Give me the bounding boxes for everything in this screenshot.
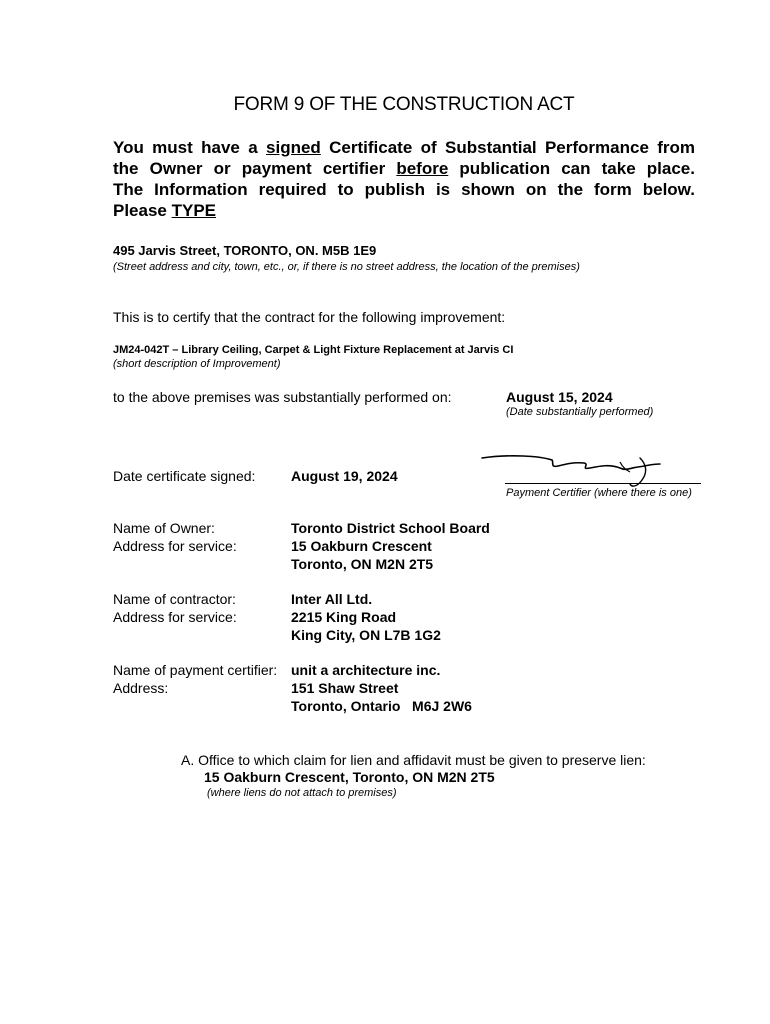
signature-tail [630,458,646,486]
signature-loop [620,462,630,472]
notice-line-1 [113,137,695,158]
owner-name-label: Name of Owner: [113,520,215,536]
office-address: 15 Oakburn Crescent, Toronto, ON M2N 2T5 [204,769,495,785]
notice-paragraph [113,137,695,221]
owner-address-line-1: 15 Oakburn Crescent [291,538,432,554]
contractor-address-line-1: 2215 King Road [291,609,397,625]
certifier-labels [113,661,277,697]
notice-underlined: signed [266,138,321,157]
certifier-values [291,661,472,715]
certifier-address-line-1: 151 Shaw Street [291,680,399,696]
contractor-labels [113,590,237,626]
notice-text: Certificate of Substantial Performance from [320,138,696,157]
signature-caption: Payment Certifier (where there is one) [506,487,692,499]
certifier-address-label: Address: [113,680,169,696]
performed-label: to the above premises was substantially performed on: [113,389,452,405]
contractor-address-label: Address for service: [113,609,237,625]
owner-name: Toronto District School Board [291,520,490,536]
notice-text: the Owner or payment certifier [113,159,397,178]
owner-labels [113,519,237,555]
contractor-name: Inter All Ltd. [291,591,373,607]
notice-underlined: before [396,159,449,178]
performed-caption: (Date substantially performed) [506,406,654,418]
notice-text: publication can take place. [448,159,695,178]
notice-text: Please [113,201,172,220]
certify-text: This is to certify that the contract for the following improvement: [113,309,506,325]
owner-values [291,519,490,573]
signature-stroke [482,456,660,469]
notice-line-4 [113,200,695,221]
office-caption: (where liens do not attach to premises) [207,787,397,799]
premises-caption: (Street address and city, town, etc., or, if there is no street address, the location of the premises) [113,261,580,273]
certifier-address-line-2: Toronto, Ontario M6J 2W6 [291,698,472,714]
signed-date: August 19, 2024 [291,468,398,484]
improvement-caption: (short description of Improvement) [113,358,281,370]
contractor-values [291,590,441,644]
form-title: FORM 9 OF THE CONSTRUCTION ACT [233,94,575,115]
contractor-name-label: Name of contractor: [113,591,236,607]
contractor-address-line-2: King City, ON L7B 1G2 [291,627,441,643]
performed-date: August 15, 2024 [506,389,613,405]
notice-underlined: TYPE [171,201,217,220]
notice-text: You must have a [113,138,267,157]
signature-line [505,483,701,484]
signed-label: Date certificate signed: [113,468,256,484]
premises-address: 495 Jarvis Street, TORONTO, ON. M5B 1E9 [113,243,377,258]
notice-line-2 [113,158,695,179]
owner-address-line-2: Toronto, ON M2N 2T5 [291,556,434,572]
improvement-description: JM24-042T – Library Ceiling, Carpet & Light Fixture Replacement at Jarvis CI [113,344,514,356]
certifier-name-label: Name of payment certifier: [113,662,278,678]
certifier-name: unit a architecture inc. [291,662,441,678]
office-label: A. Office to which claim for lien and affidavit must be given to preserve lien: [181,752,646,768]
notice-line-3: The Information required to publish is shown on the form below. [113,180,695,199]
owner-address-label: Address for service: [113,538,237,554]
